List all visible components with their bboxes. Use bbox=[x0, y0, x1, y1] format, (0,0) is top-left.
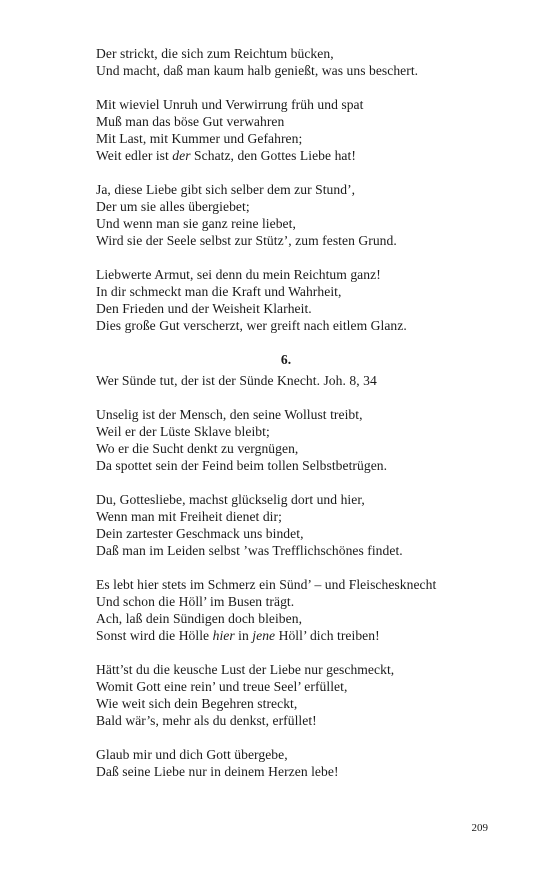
verse-line: Der um sie alles übergiebet; bbox=[96, 199, 250, 214]
section-number: 6. bbox=[280, 352, 292, 367]
verse-line: Mit wieviel Unruh und Verwirrung früh und spat bbox=[96, 97, 364, 112]
emphasized-word: der bbox=[172, 148, 191, 163]
verse-line: Dein zartester Geschmack uns bindet, bbox=[96, 526, 304, 541]
stanza bbox=[96, 406, 516, 474]
stanza bbox=[96, 181, 516, 249]
verse-line: Den Frieden und der Weisheit Klarheit. bbox=[96, 301, 312, 316]
verse-line: Muß man das böse Gut verwahren bbox=[96, 114, 285, 129]
stanza bbox=[96, 45, 516, 79]
poem-page bbox=[96, 45, 516, 797]
verse-line: Daß seine Liebe nur in deinem Herzen lebe! bbox=[96, 764, 339, 779]
verse-line: Da spottet sein der Feind beim tollen Selbstbetrügen. bbox=[96, 458, 388, 473]
emphasized-word: hier bbox=[212, 628, 235, 643]
stanza bbox=[96, 661, 516, 729]
verse-line-emphasis: Weit edler ist der Schatz, den Gottes Liebe hat! bbox=[96, 148, 356, 163]
page-number: 209 bbox=[471, 822, 488, 834]
verse-line: Und schon die Höll’ im Busen trägt. bbox=[96, 594, 295, 609]
verse-line: Unselig ist der Mensch, den seine Wollust treibt, bbox=[96, 407, 363, 422]
verse-line: Daß man im Leiden selbst ’was Trefflichschönes findet. bbox=[96, 543, 403, 558]
verse-line: Hätt’st du die keusche Lust der Liebe nur geschmeckt, bbox=[96, 662, 395, 677]
verse-line: Der strickt, die sich zum Reichtum bücken, bbox=[96, 46, 334, 61]
stanza bbox=[96, 746, 516, 780]
verse-line: Bald wär’s, mehr als du denkst, erfüllet! bbox=[96, 713, 317, 728]
verse-line: Mit Last, mit Kummer und Gefahren; bbox=[96, 131, 303, 146]
verse-line: Es lebt hier stets im Schmerz ein Sünd’ – und Fleischesknecht bbox=[96, 577, 437, 592]
verse-line: Du, Gottesliebe, machst glückselig dort und hier, bbox=[96, 492, 365, 507]
verse-line: Glaub mir und dich Gott übergebe, bbox=[96, 747, 288, 762]
stanza bbox=[96, 491, 516, 559]
section-motto: Wer Sünde tut, der ist der Sünde Knecht. Joh. 8, 34 bbox=[96, 373, 377, 388]
verse-line: Ach, laß dein Sündigen doch bleiben, bbox=[96, 611, 303, 626]
stanza bbox=[96, 576, 516, 644]
verse-line: Womit Gott eine rein’ und treue Seel’ erfüllet, bbox=[96, 679, 348, 694]
emphasized-word: jene bbox=[252, 628, 276, 643]
verse-line: Weil er der Lüste Sklave bleibt; bbox=[96, 424, 270, 439]
verse-line: Wo er die Sucht denkt zu vergnügen, bbox=[96, 441, 299, 456]
stanza bbox=[96, 96, 516, 164]
verse-line: Liebwerte Armut, sei denn du mein Reichtum ganz! bbox=[96, 267, 381, 282]
verse-line: Und macht, daß man kaum halb genießt, was uns beschert. bbox=[96, 63, 419, 78]
verse-line-emphasis: Sonst wird die Hölle hier in jene Höll’ dich treiben! bbox=[96, 628, 380, 643]
stanza bbox=[96, 266, 516, 334]
verse-line: Wie weit sich dein Begehren streckt, bbox=[96, 696, 298, 711]
verse-line: Wenn man mit Freiheit dienet dir; bbox=[96, 509, 282, 524]
verse-line: Ja, diese Liebe gibt sich selber dem zur Stund’, bbox=[96, 182, 356, 197]
verse-line: Und wenn man sie ganz reine liebet, bbox=[96, 216, 296, 231]
verse-line: Wird sie der Seele selbst zur Stütz’, zum festen Grund. bbox=[96, 233, 397, 248]
verse-line: Dies große Gut verscherzt, wer greift nach eitlem Glanz. bbox=[96, 318, 407, 333]
verse-line: In dir schmeckt man die Kraft und Wahrheit, bbox=[96, 284, 342, 299]
